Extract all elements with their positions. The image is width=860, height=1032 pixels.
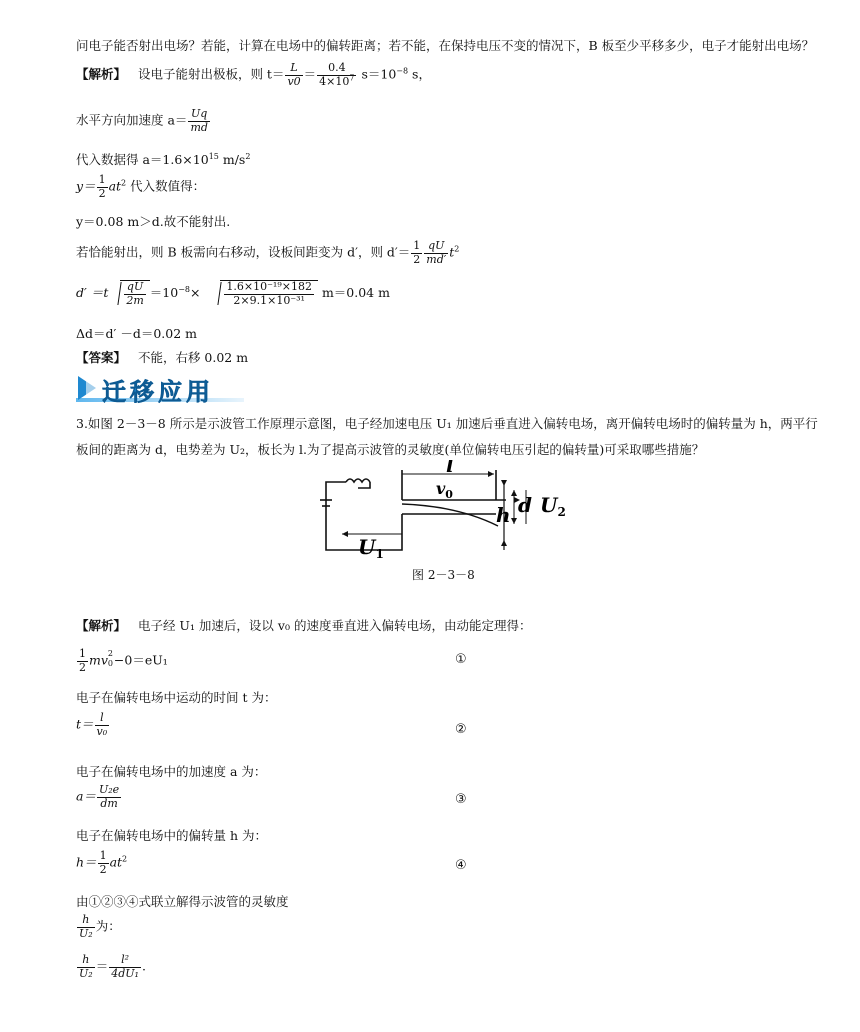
- question-3-line-2: 板间的距离为 d，电势差为 U₂，板长为 l.为了提高示波管的灵敏度(单位偏转电压引起的偏转量)可采取哪些措施？: [76, 442, 705, 457]
- figure-oscilloscope: [318, 460, 578, 560]
- solution-line-3: 代入数据得 $a=1.6\times 10^{15}$ $m/s^2$: [76, 151, 251, 167]
- solution3-line-4: 电子在偏转电场中的偏转量 h 为：: [76, 828, 267, 843]
- solution-line-8: Δd＝d′ －d＝0.02 m: [76, 326, 198, 341]
- equation-mark-2: ②: [455, 722, 467, 737]
- analysis-label: 【解析】: [76, 618, 127, 633]
- label-d: d: [518, 493, 532, 517]
- question-continuation: 问电子能否射出电场？若能，计算在电场中的偏转距离；若不能，在保持电压不变的情况下，B 板至少平移多少，电子才能射出电场？: [76, 38, 815, 53]
- figure-caption: 图 2－3－8: [412, 568, 475, 582]
- equation-2: t＝ $\frac{l}{\text{v₀}}$: [76, 711, 108, 738]
- equation-mark-3: ③: [455, 792, 467, 807]
- equation-1: $\frac{1}{2}$ mv 2 0 −0＝eU₁: [79, 647, 168, 674]
- label-l: l: [446, 460, 454, 477]
- equation-6: $\frac{h}{\text{U₂}}$ ＝ $\frac{\text{l²}}{\text{4dU₁}}$ .: [79, 953, 146, 980]
- solution-line-1: 【解析】 设电子能射出极板，则 t＝ $\frac{L}{v0}$ ＝ $\frac{0.4}{4\times 10^7}$ $s=10^{-8}$ s，: [76, 61, 431, 88]
- text: 设电子能射出极板，则 t＝: [137, 66, 285, 82]
- label-v0: $v_0$: [436, 479, 453, 501]
- solution-line-5: y＝0.08 m＞d.故不能射出.: [76, 214, 231, 229]
- solution-line-6: 若恰能射出，则 B 板需向右移动，设板间距变为 d′，则 d′＝ $\frac{1}{2}$ $\frac{qU}{md'}$ $t^2$: [76, 239, 460, 266]
- question-3-line-1: 3.如图 2－3－8 所示是示波管工作原理示意图，电子经加速电压 U₁ 加速后垂直进入偏转电场，离开偏转电场时的偏转量为 h，两平行: [76, 416, 818, 431]
- solution3-line-5: 由①②③④式联立解得示波管的灵敏度: [76, 894, 289, 909]
- section-banner: [76, 372, 244, 404]
- equation-5: $\frac{h}{\text{U₂}}$ 为：: [79, 913, 121, 940]
- label-U2: $U_2$: [540, 493, 566, 519]
- equation-mark-1: ①: [455, 652, 467, 667]
- fraction: $\frac{L}{v0}$: [287, 61, 301, 88]
- fraction: $\frac{0.4}{4\times 10^7}$: [319, 61, 355, 88]
- equation-4: h＝ $\frac{1}{2}$ $at^2$: [76, 849, 128, 876]
- solution3-line-2: 电子在偏转电场中运动的时间 t 为：: [76, 690, 277, 705]
- equation-3: a＝ $\frac{\text{U₂e}}{dm}$: [76, 783, 120, 810]
- solution-line-2: 水平方向加速度 a＝ $\frac{Uq}{md}$: [76, 107, 208, 134]
- solution-line-4: y＝ $\frac{1}{2}$ $at^2$ 代入数值得：: [76, 173, 206, 200]
- solution3-line-3: 电子在偏转电场中的加速度 a 为：: [76, 764, 267, 779]
- answer-line: 【答案】 不能，右移 0.02 m: [76, 350, 249, 365]
- label-h: h: [496, 503, 511, 527]
- answer-label: 【答案】: [76, 350, 127, 365]
- solution-line-7: d′ ＝t $\frac{qU}{2m}$ $=10^{-8}\times$ $\frac{\text{1.6×10⁻¹⁹×182}}{\text{2×9.1×10⁻³¹}}$ m＝0.04 m: [76, 280, 390, 307]
- analysis-label: 【解析】: [76, 66, 127, 82]
- equation-mark-4: ④: [455, 858, 467, 873]
- banner-title: 迁移应用: [102, 378, 214, 406]
- label-U1: $U_1$: [358, 535, 384, 560]
- solution3-line-0: 【解析】 电子经 U₁ 加速后，设以 v₀ 的速度垂直进入偏转电场，由动能定理得：: [76, 618, 532, 633]
